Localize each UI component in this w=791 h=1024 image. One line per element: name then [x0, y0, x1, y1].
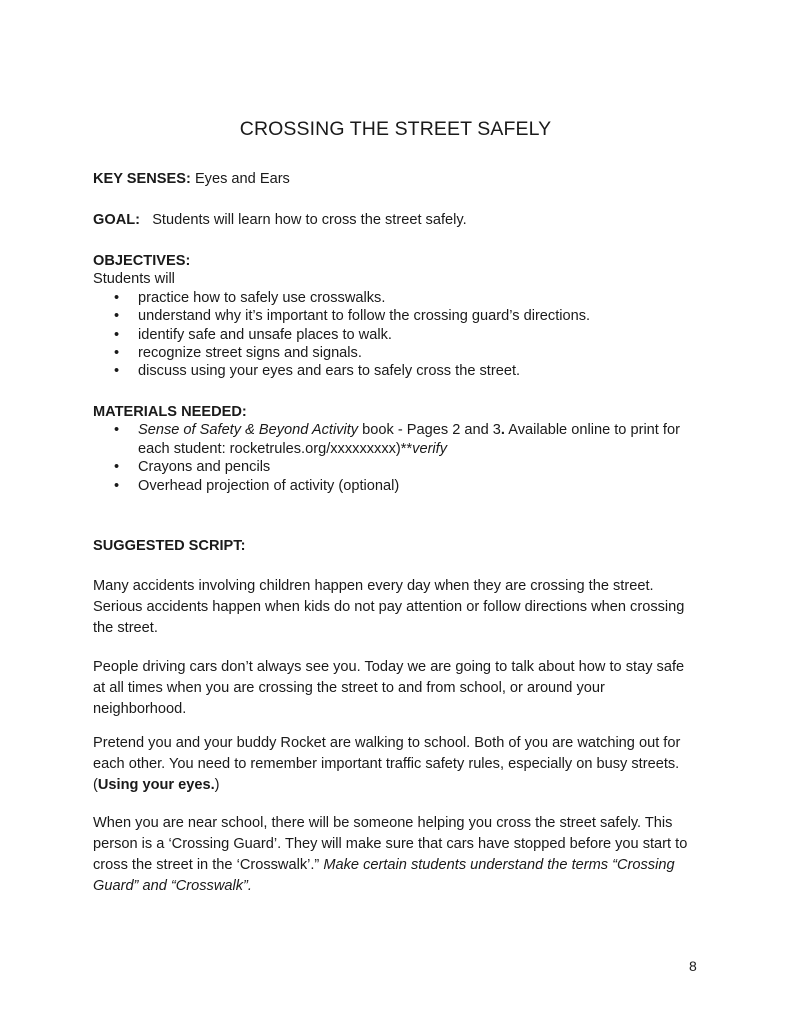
script-paragraph-4	[93, 813, 698, 897]
materials-list	[93, 421, 683, 495]
list-item: • discuss using your eyes and ears to safely cross the street.	[93, 362, 693, 380]
key-senses-line	[93, 170, 693, 188]
page-title: CROSSING THE STREET SAFELY	[239, 118, 552, 140]
objectives-intro: Students will	[93, 271, 175, 288]
objectives-list	[93, 289, 693, 381]
key-senses-label: KEY SENSES:	[93, 171, 191, 187]
goal-value: Students will learn how to cross the street safely.	[152, 212, 467, 228]
script-paragraph-1	[93, 576, 698, 639]
objectives-section	[93, 252, 693, 381]
book-availability: Available online to print for each student: rocketrules.org/xxxxxxxxx)**	[138, 422, 680, 457]
book-pages: book - Pages 2 and 3	[358, 422, 501, 439]
page-number: 8	[689, 958, 697, 974]
list-item: • practice how to safely use crosswalks.	[93, 289, 693, 307]
paragraph-text-run: )	[214, 777, 220, 793]
paragraph-text: People driving cars don’t always see you. Today we are going to talk about how to stay safe at all times when you are crossing the street to and from school, or around your neighborhood.	[93, 659, 685, 717]
paragraph-text	[93, 813, 698, 897]
objectives-label: OBJECTIVES:	[93, 253, 191, 269]
script-paragraph-2	[93, 657, 698, 720]
verify-note: verify	[412, 440, 448, 457]
key-senses-value: Eyes and Ears	[194, 171, 290, 187]
script-paragraph-3	[93, 733, 698, 796]
paragraph-text: Many accidents involving children happen every day when they are crossing the street. Serious accidents happen when kids do not pay attention or follow directions when crossing the street.	[93, 578, 685, 636]
list-item: • Overhead projection of activity (optional)	[93, 477, 683, 495]
goal-line	[93, 211, 693, 229]
book-title: Sense of Safety & Beyond Activity	[138, 422, 359, 439]
paragraph-text-run: Pretend you and your buddy Rocket are walking to school. Both of you are watching out for each other. You need to remember important traffic safety rules, especially on busy streets.(	[93, 735, 681, 793]
materials-label: MATERIALS NEEDED:	[93, 404, 247, 420]
paragraph-bold-run: Using your eyes.	[97, 777, 215, 793]
script-label: SUGGESTED SCRIPT:	[93, 538, 246, 554]
paragraph-text-run: When you are near school, there will be someone helping you cross the street safely. This person is a ‘Crossing Guard’. They will make sure that cars have stopped before you start to cross the street in the ‘Crosswalk’.”	[93, 815, 688, 873]
goal-label: GOAL:	[93, 212, 141, 228]
list-item	[93, 421, 683, 458]
book-pages-dot: .	[500, 422, 505, 439]
paragraph-text	[93, 733, 698, 796]
list-item: • understand why it’s important to follow the crossing guard’s directions.	[93, 307, 693, 325]
materials-section	[93, 403, 683, 495]
list-item: • recognize street signs and signals.	[93, 344, 693, 362]
list-item: • Crayons and pencils	[93, 458, 683, 476]
list-item: • identify safe and unsafe places to walk.	[93, 326, 693, 344]
teacher-note: Make certain students understand the terms “Crossing Guard” and “Crosswalk”.	[93, 857, 675, 894]
